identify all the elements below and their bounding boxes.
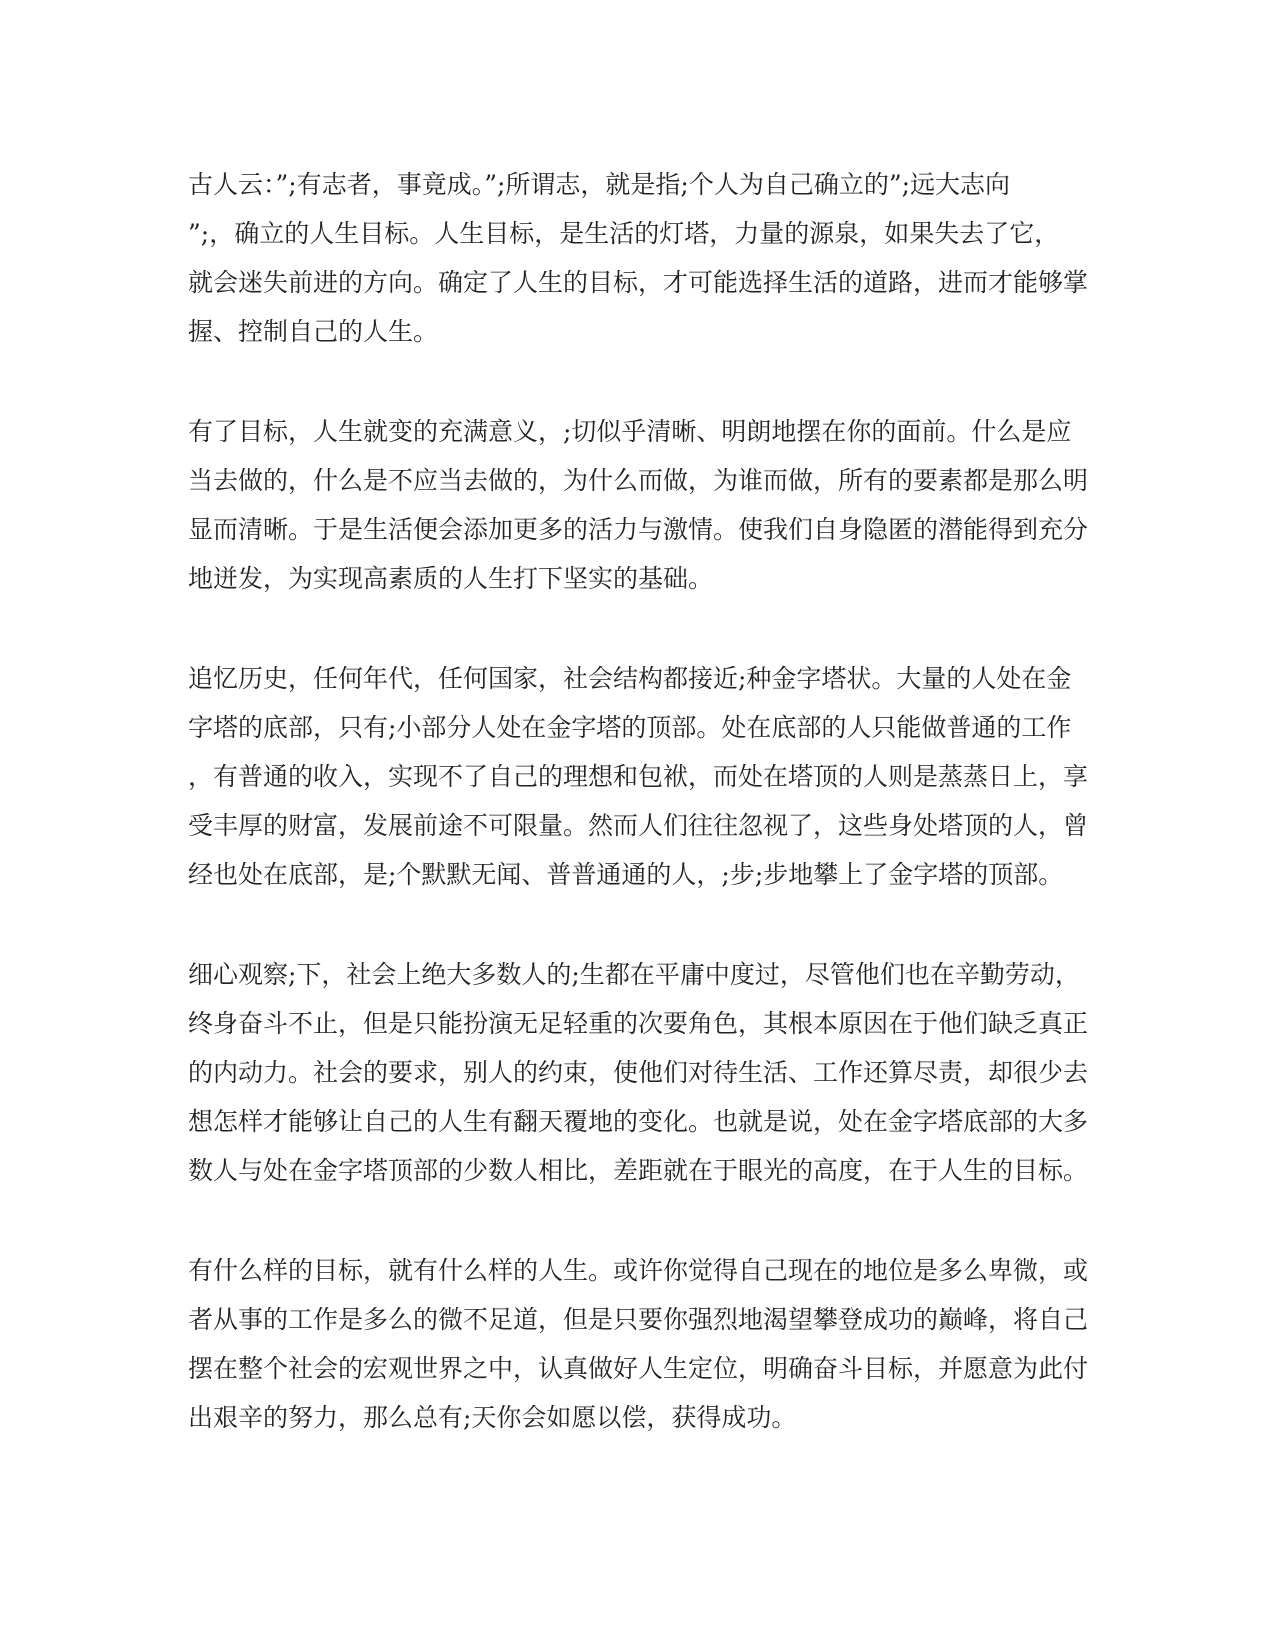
text-line: 当去做的，什么是不应当去做的，为什么而做，为谁而做，所有的要素都是那么明 [188,466,1089,495]
text-line: 追忆历史，任何年代，任何国家，社会结构都接近;种金字塔状。大量的人处在金 [188,664,1072,693]
text-line: 细心观察;下，社会上绝大多数人的;生都在平庸中度过，尽管他们也在辛勤劳动， [188,960,1080,989]
text-line: 的内动力。社会的要求，别人的约束，使他们对待生活、工作还算尽责，却很少去 [188,1058,1089,1087]
text-line: 出艰辛的努力，那么总有;天你会如愿以偿，获得成功。 [188,1403,797,1432]
text-line: 显而清晰。于是生活便会添加更多的活力与激情。使我们自身隐匿的潜能得到充分 [188,515,1089,544]
text-line: 有了目标，人生就变的充满意义，;切似乎清晰、明朗地摆在你的面前。什么是应 [188,417,1072,446]
document-body [188,160,1088,1493]
text-line: 就会迷失前进的方向。确定了人生的目标，才可能选择生活的道路，进而才能够掌 [188,268,1089,297]
text-line: 数人与处在金字塔顶部的少数人相比，差距就在于眼光的高度，在于人生的目标。 [188,1156,1089,1185]
text-line: ，有普通的收入，实现不了自己的理想和包袱，而处在塔顶的人则是蒸蒸日上，享 [188,762,1089,791]
text-line: 有什么样的目标，就有什么样的人生。或许你觉得自己现在的地位是多么卑微，或 [188,1256,1089,1285]
paragraph-1 [188,160,1088,356]
text-line: 想怎样才能够让自己的人生有翻天覆地的变化。也就是说，处在金字塔底部的大多 [188,1107,1089,1136]
text-line: 受丰厚的财富，发展前途不可限量。然而人们往往忽视了，这些身处塔顶的人，曾 [188,811,1089,840]
paragraph-3 [188,654,1088,899]
text-line: 经也处在底部，是;个默默无闻、普普通通的人，;步;步地攀上了金字塔的顶部。 [188,860,1064,889]
text-line: 古人云：”;有志者，事竟成。”;所谓志，就是指;个人为自己确立的”;远大志向 [188,170,1011,199]
text-line: 摆在整个社会的宏观世界之中，认真做好人生定位，明确奋斗目标，并愿意为此付 [188,1354,1089,1383]
paragraph-2 [188,407,1088,603]
paragraph-5 [188,1246,1088,1442]
text-line: 地迸发，为实现高素质的人生打下坚实的基础。 [188,564,714,593]
paragraph-4 [188,950,1088,1195]
text-line: 者从事的工作是多么的微不足道，但是只要你强烈地渴望攀登成功的巅峰，将自己 [188,1305,1089,1334]
text-line: ”;，确立的人生目标。人生目标，是生活的灯塔，力量的源泉，如果失去了它， [188,219,1060,248]
text-line: 终身奋斗不止，但是只能扮演无足轻重的次要角色，其根本原因在于他们缺乏真正 [188,1009,1089,1038]
text-line: 字塔的底部，只有;小部分人处在金字塔的顶部。处在底部的人只能做普通的工作 [188,713,1072,742]
text-line: 握、控制自己的人生。 [188,317,439,346]
